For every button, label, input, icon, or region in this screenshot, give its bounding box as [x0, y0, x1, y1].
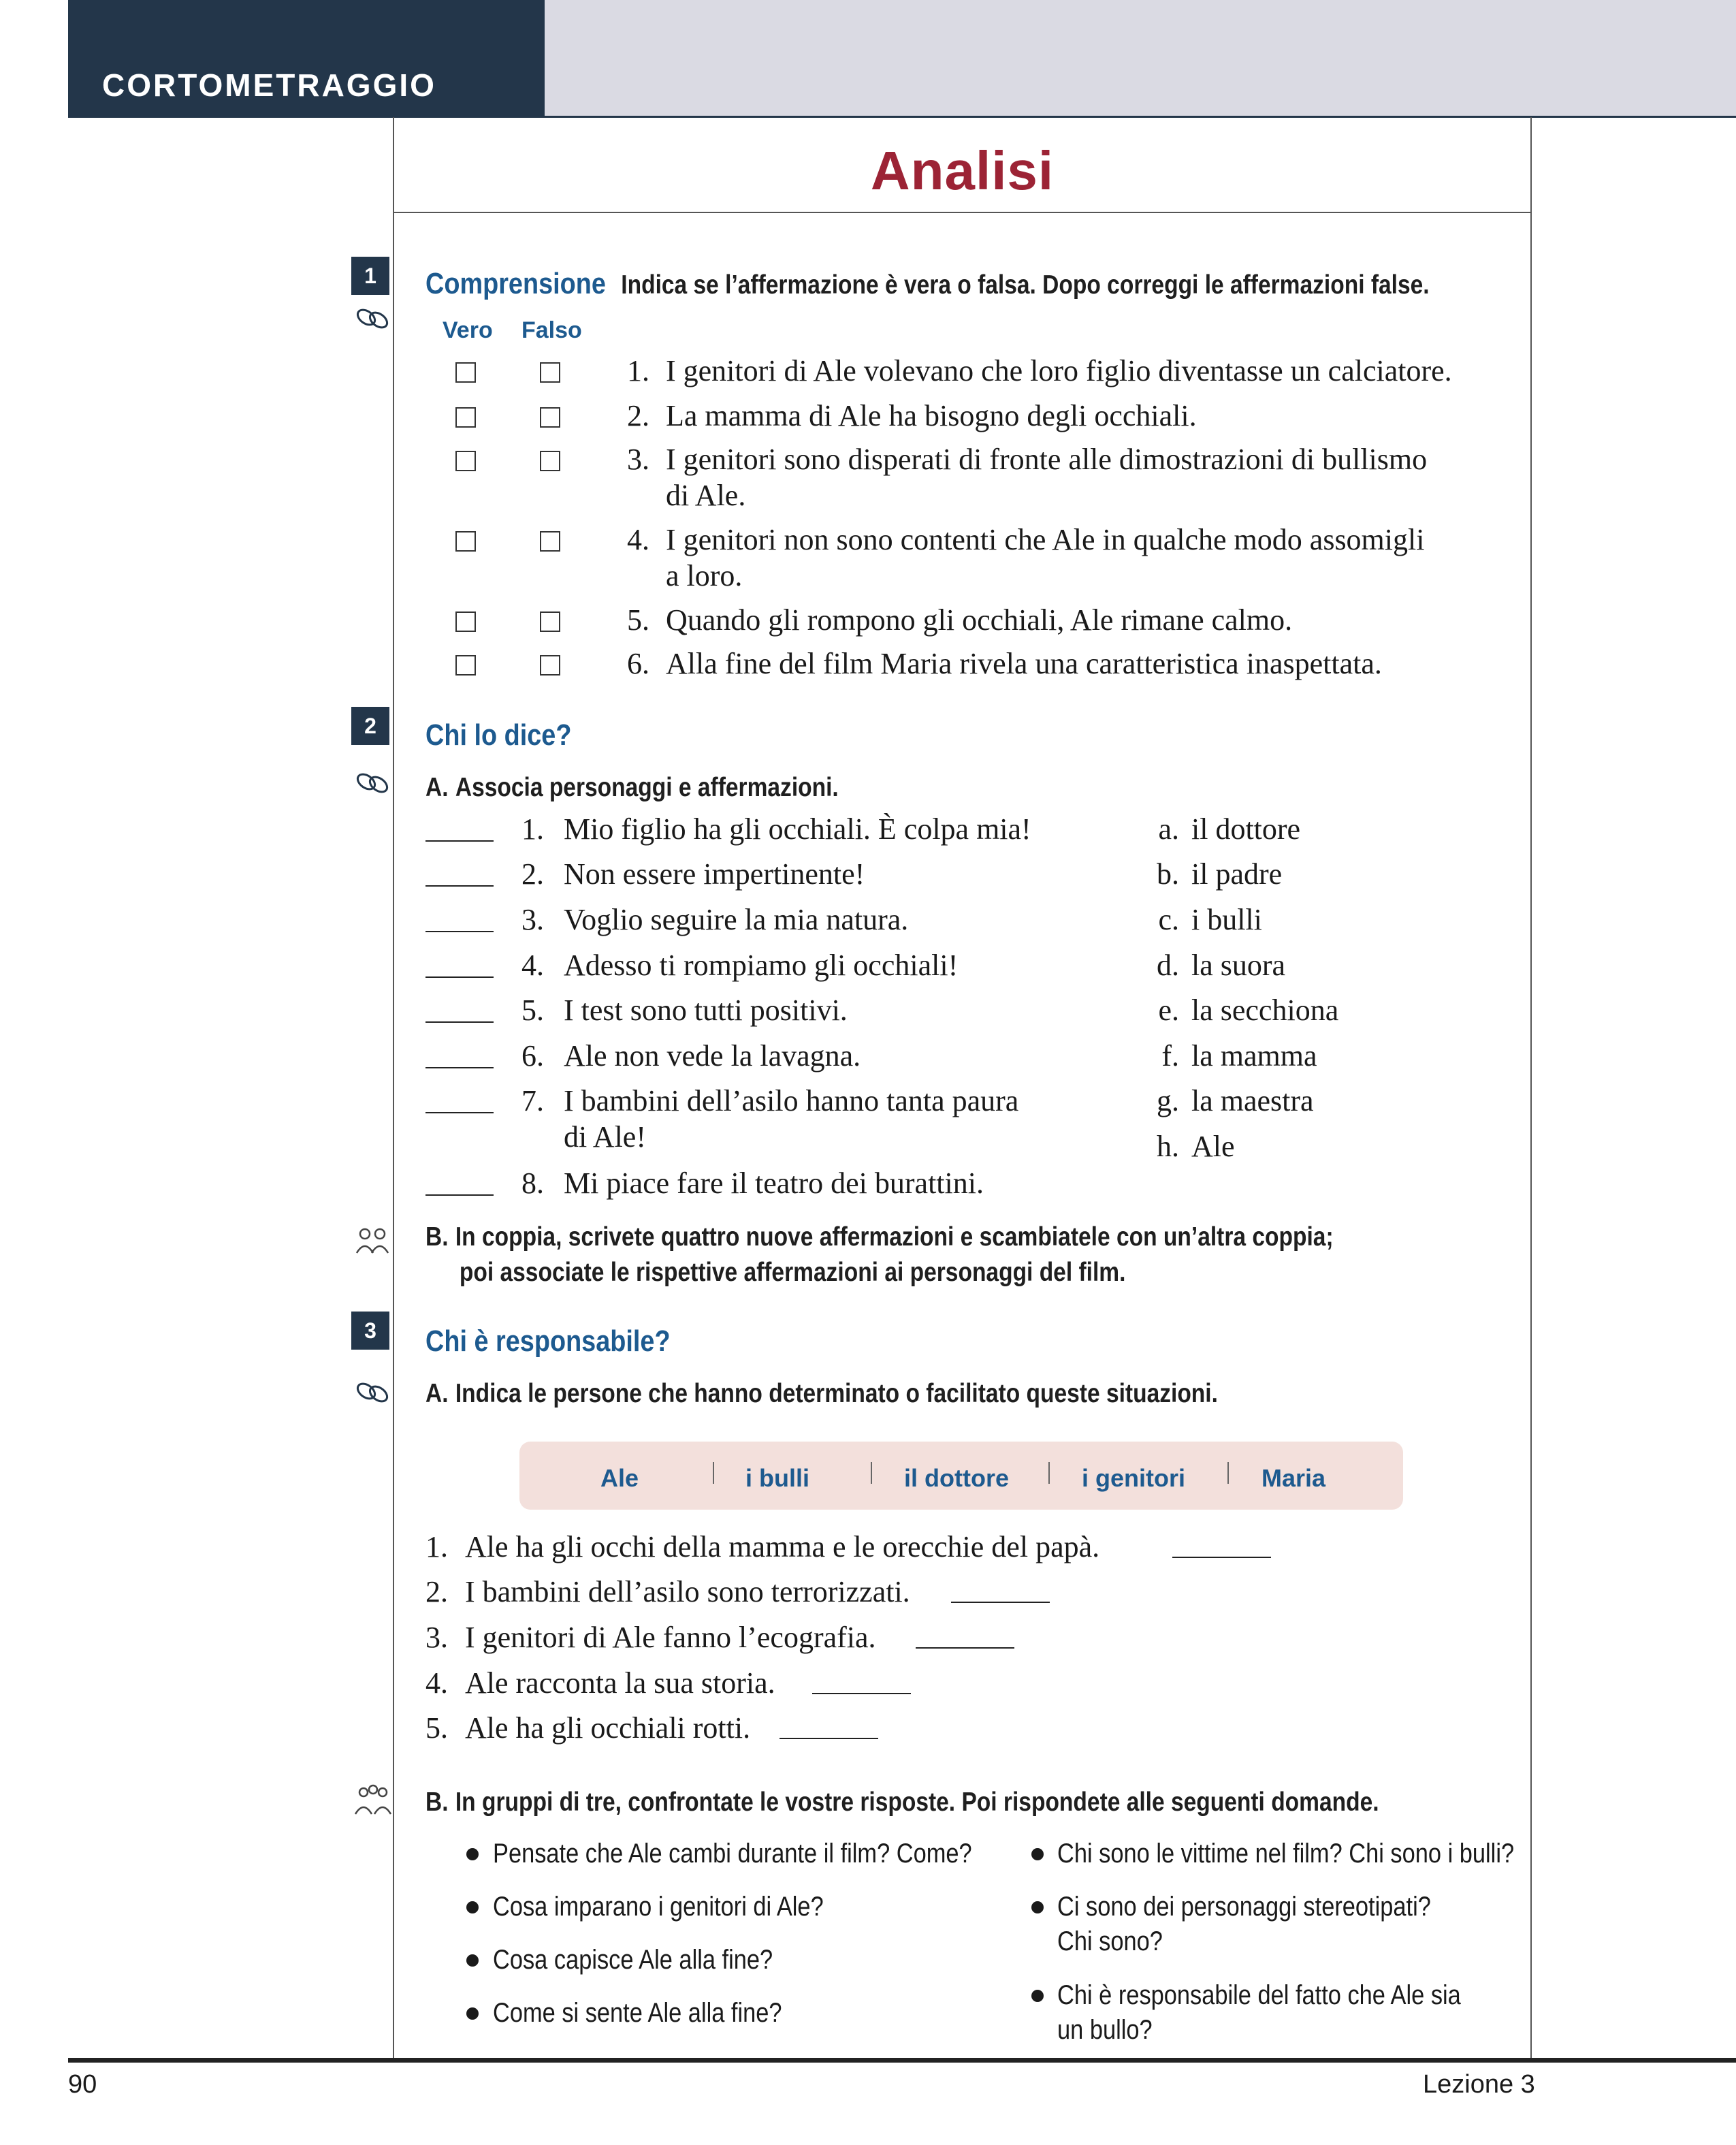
pair-work-icon — [354, 769, 392, 797]
pair-work-icon — [354, 305, 392, 332]
character-letter: c. — [1158, 903, 1179, 936]
activity-2-part-b — [425, 1222, 1481, 1288]
question-text: Ci sono dei personaggi stereotipati? — [1057, 1892, 1431, 1922]
title-rule — [393, 212, 1532, 213]
question-text: Cosa capisce Ale alla fine? — [493, 1945, 773, 1975]
column-head-vero: Vero — [443, 317, 493, 343]
question-item — [1057, 1980, 1526, 2046]
question-item — [1057, 1839, 1588, 1869]
character-letter: a. — [1158, 812, 1179, 846]
true-checkbox[interactable] — [455, 655, 476, 676]
question-text: Chi è responsabile del fatto che Ale sia — [1057, 1980, 1461, 2010]
bullet-icon — [1031, 1901, 1044, 1913]
word-bank-divider — [1227, 1462, 1229, 1484]
question-text: Chi sono le vittime nel film? Chi sono i bulli? — [1057, 1839, 1515, 1869]
part-b-label: B. — [425, 1222, 449, 1252]
answer-blank[interactable] — [425, 840, 494, 842]
bullet-icon — [466, 1848, 479, 1860]
statement-text-continued: a loro. — [666, 559, 743, 592]
word-bank-divider — [1048, 1462, 1050, 1484]
bullet-icon — [1031, 1848, 1044, 1860]
activity-1-number: 1 — [351, 257, 389, 295]
answer-blank[interactable] — [425, 1021, 494, 1023]
item-number: 3. — [627, 443, 649, 476]
question-item — [493, 1892, 878, 1922]
word-bank-item: i genitori — [1082, 1464, 1185, 1492]
answer-blank[interactable] — [951, 1602, 1050, 1603]
item-number: 2. — [627, 399, 649, 432]
situation-text: Ale racconta la sua storia. — [465, 1666, 775, 1700]
false-checkbox[interactable] — [540, 531, 560, 552]
false-checkbox[interactable] — [540, 655, 560, 676]
character-name: la secchiona — [1191, 994, 1339, 1027]
statement-text: I genitori sono disperati di fronte alle dimostrazioni di bullismo — [666, 443, 1428, 476]
part-a-instruction: Indica le persone che hanno determinato o facilitato queste situazioni. — [455, 1379, 1218, 1408]
character-name: il dottore — [1191, 812, 1301, 846]
part-b-line-2: poi associate le rispettive affermazioni ai personaggi del film. — [459, 1258, 1126, 1287]
page-title: Analisi — [870, 140, 1055, 201]
statement-text: La mamma di Ale ha bisogno degli occhiali. — [666, 399, 1197, 432]
word-bank-divider — [871, 1462, 872, 1484]
answer-blank[interactable] — [425, 885, 494, 887]
item-number: 5. — [627, 603, 649, 637]
character-name: i bulli — [1191, 903, 1262, 936]
false-checkbox[interactable] — [540, 451, 560, 471]
column-head-falso: Falso — [521, 317, 582, 343]
false-checkbox[interactable] — [540, 362, 560, 383]
group-work-icon — [354, 1226, 392, 1257]
false-checkbox[interactable] — [540, 611, 560, 632]
part-a-label: A. — [425, 773, 449, 802]
quote-number: 2. — [521, 857, 544, 891]
quote-text-continued: di Ale! — [564, 1120, 646, 1154]
quote-text: Mio figlio ha gli occhiali. È colpa mia! — [564, 812, 1031, 846]
character-letter: e. — [1158, 994, 1179, 1027]
quote-number: 8. — [521, 1166, 544, 1200]
word-bank-divider — [713, 1462, 714, 1484]
bullet-icon — [466, 1901, 479, 1913]
answer-blank[interactable] — [1172, 1557, 1271, 1558]
quote-number: 6. — [521, 1039, 544, 1072]
item-number: 4. — [627, 523, 649, 556]
question-text-continued: un bullo? — [1057, 2015, 1153, 2045]
quote-text: Voglio seguire la mia natura. — [564, 903, 909, 936]
frame-right-line — [1530, 117, 1532, 2061]
answer-blank[interactable] — [425, 1112, 494, 1113]
situation-text: Ale ha gli occhiali rotti. — [465, 1711, 751, 1745]
character-name: il padre — [1191, 857, 1283, 891]
item-number: 1. — [627, 354, 649, 387]
item-number: 6. — [627, 647, 649, 680]
statement-text: I genitori non sono contenti che Ale in qualche modo assomigli — [666, 523, 1425, 556]
activity-1-heading: Comprensione — [425, 267, 606, 300]
header-rule — [68, 116, 1736, 118]
word-bank-item: Maria — [1261, 1464, 1326, 1492]
question-text: Come si sente Ale alla fine? — [493, 1998, 782, 2028]
answer-blank[interactable] — [779, 1738, 878, 1739]
group-work-icon — [354, 1784, 392, 1818]
part-b-label: B. — [425, 1788, 449, 1817]
bullet-icon — [466, 2007, 479, 2020]
quote-number: 5. — [521, 994, 544, 1027]
character-letter: f. — [1161, 1039, 1179, 1072]
activity-3-number: 3 — [351, 1312, 389, 1350]
character-name: la suora — [1191, 949, 1286, 982]
activity-1-header — [425, 267, 1593, 301]
activity-2-heading: Chi lo dice? — [425, 718, 572, 752]
part-b-line-1: In coppia, scrivete quattro nuove affermazioni e scambiatele con un’altra coppia; — [455, 1222, 1334, 1252]
quote-text: Non essere impertinente! — [564, 857, 865, 891]
character-letter: d. — [1157, 949, 1179, 982]
character-name: la maestra — [1191, 1084, 1314, 1117]
true-checkbox[interactable] — [455, 407, 476, 428]
frame-left-line — [393, 117, 394, 2061]
activity-2-header — [425, 718, 595, 752]
word-bank-item: il dottore — [904, 1464, 1009, 1492]
quote-text: Adesso ti rompiamo gli occhiali! — [564, 949, 959, 982]
part-a-instruction: Associa personaggi e affermazioni. — [455, 773, 839, 802]
false-checkbox[interactable] — [540, 407, 560, 428]
quote-number: 1. — [521, 812, 544, 846]
quote-number: 7. — [521, 1084, 544, 1117]
question-text: Pensate che Ale cambi durante il film? Come? — [493, 1839, 972, 1869]
bullet-icon — [466, 1954, 479, 1967]
statement-text: Alla fine del film Maria rivela una caratteristica inaspettata. — [666, 647, 1382, 680]
footer-rule — [68, 2058, 1736, 2063]
part-b-instruction: In gruppi di tre, confrontate le vostre risposte. Poi rispondete alle seguenti domande. — [455, 1788, 1379, 1817]
true-checkbox[interactable] — [455, 451, 476, 471]
situation-number: 2. — [425, 1575, 448, 1608]
activity-2-part-a — [425, 773, 906, 803]
situation-text: I genitori di Ale fanno l’ecografia. — [465, 1621, 876, 1654]
situation-text: Ale ha gli occhi della mamma e le orecchie del papà. — [465, 1530, 1100, 1563]
pair-work-icon — [354, 1379, 392, 1406]
true-checkbox[interactable] — [455, 362, 476, 383]
question-text-continued: Chi sono? — [1057, 1926, 1163, 1956]
true-checkbox[interactable] — [455, 611, 476, 632]
activity-1-instruction: Indica se l’affermazione è vera o falsa. Dopo correggi le affermazioni false. — [621, 270, 1430, 300]
true-checkbox[interactable] — [455, 531, 476, 552]
character-letter: g. — [1157, 1084, 1179, 1117]
statement-text-continued: di Ale. — [666, 479, 746, 512]
answer-blank[interactable] — [812, 1693, 911, 1694]
lesson-label: Lezione 3 — [1423, 2070, 1535, 2099]
part-a-label: A. — [425, 1379, 449, 1408]
quote-text: Ale non vede la lavagna. — [564, 1039, 861, 1072]
question-item — [493, 1839, 1050, 1869]
question-item — [493, 1945, 818, 1975]
situation-number: 1. — [425, 1530, 448, 1563]
answer-blank[interactable] — [425, 931, 494, 932]
activity-3-part-a — [425, 1379, 1347, 1409]
character-letter: b. — [1157, 857, 1179, 891]
situation-number: 3. — [425, 1621, 448, 1654]
situation-number: 5. — [425, 1711, 448, 1745]
bullet-icon — [1031, 1990, 1044, 2002]
activity-3-heading: Chi è responsabile? — [425, 1324, 671, 1358]
character-letter: h. — [1157, 1130, 1179, 1163]
question-item — [1057, 1892, 1492, 1957]
word-bank-item: i bulli — [745, 1464, 809, 1492]
question-text: Cosa imparano i genitori di Ale? — [493, 1892, 824, 1922]
quote-text: I test sono tutti positivi. — [564, 994, 848, 1027]
word-bank-item: Ale — [600, 1464, 639, 1492]
activity-2-number: 2 — [351, 707, 389, 745]
answer-blank[interactable] — [425, 1067, 494, 1068]
statement-text: I genitori di Ale volevano che loro figlio diventasse un calciatore. — [666, 354, 1452, 387]
header-light-band — [545, 0, 1736, 117]
activity-3-header — [425, 1324, 710, 1358]
situation-text: I bambini dell’asilo sono terrorizzati. — [465, 1575, 910, 1608]
answer-blank[interactable] — [425, 1194, 494, 1196]
page-number: 90 — [68, 2070, 97, 2099]
character-name: Ale — [1191, 1130, 1235, 1163]
quote-text: Mi piace fare il teatro dei burattini. — [564, 1166, 984, 1200]
quote-text: I bambini dell’asilo hanno tanta paura — [564, 1084, 1019, 1117]
answer-blank[interactable] — [425, 976, 494, 978]
answer-blank[interactable] — [916, 1647, 1014, 1649]
situation-number: 4. — [425, 1666, 448, 1700]
quote-number: 4. — [521, 949, 544, 982]
quote-number: 3. — [521, 903, 544, 936]
statement-text: Quando gli rompono gli occhiali, Ale rimane calmo. — [666, 603, 1293, 637]
character-name: la mamma — [1191, 1039, 1317, 1072]
question-item — [493, 1998, 829, 2029]
section-label: CORTOMETRAGGIO — [102, 67, 436, 103]
activity-3-part-b — [425, 1788, 1534, 1817]
